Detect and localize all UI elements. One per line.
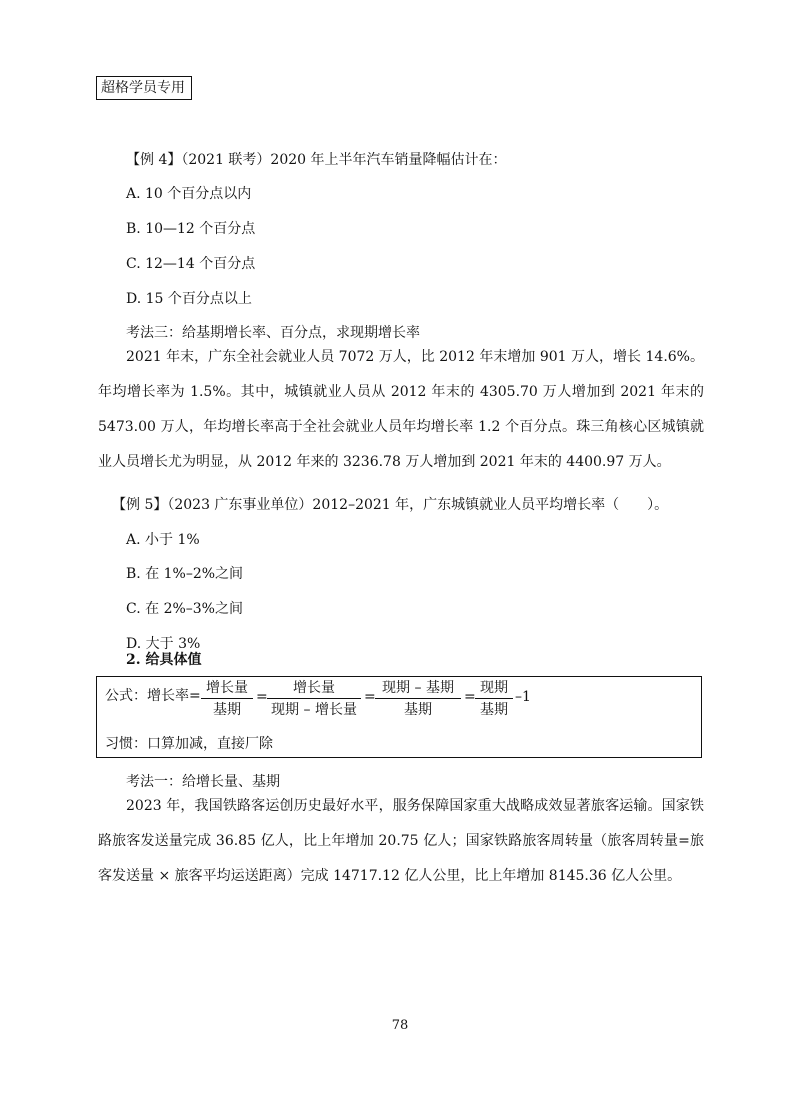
formula-label: 公式：增长率=	[105, 688, 201, 704]
fraction-growth-over-current-minus-growth	[267, 679, 361, 719]
method1-title: 考法一：给增长量、基期	[126, 774, 280, 790]
fraction-denominator: 现期 – 增长量	[271, 702, 357, 718]
header-tag: 超格学员专用	[96, 76, 192, 100]
fraction-numerator: 现期	[480, 680, 508, 696]
fraction-numerator: 现期 – 基期	[382, 680, 454, 696]
fraction-denominator: 基期	[404, 702, 432, 718]
fraction-numerator: 增长量	[206, 680, 248, 696]
fraction-growth-over-base	[201, 679, 253, 719]
example5-option-a: A. 小于 1%	[126, 532, 200, 548]
section2-title: 2. 给具体值	[126, 652, 202, 668]
example4-option-a: A. 10 个百分点以内	[126, 186, 252, 202]
example5-option-b: B. 在 1%–2%之间	[126, 566, 244, 582]
fraction-denominator: 基期	[213, 702, 241, 718]
passage-guangdong-employment: 2021 年末，广东全社会就业人员 7072 万人，比 2012 年末增加 901 万人，增长 14.6%。年均增长率为 1.5%。其中，城镇就业人员从 2012 年末的 4305.70 万人增加到 2021 年末的 5473.00 万人，年均增长率高于全社会就业人员年均增长率 1.2 个百分点。珠三角核心区城镇就业人员增长尤为明显，从 2012 年来的 3236.78 万人增加到 2021 年末的 4400.97 万人。	[98, 349, 704, 470]
fraction-numerator: 增长量	[293, 680, 335, 696]
minus-one: –1	[515, 689, 531, 705]
passage-railway-passengers: 2023 年，我国铁路客运创历史最好水平，服务保障国家重大战略成效显著旅客运输。国家铁路旅客发送量完成 36.85 亿人，比上年增加 20.75 亿人；国家铁路旅客周转量（旅客周转量=旅客发送量 × 旅客平均运送距离）完成 14717.12 亿人公里，比上年增加 8145.36 亿人公里。	[98, 798, 704, 884]
habit-note: 习惯：口算加减，直接厂除	[105, 736, 273, 752]
example5-option-c: C. 在 2%–3%之间	[126, 601, 243, 617]
page-number: 78	[391, 1018, 409, 1033]
example5-question: 【例 5】（2023 广东事业单位）2012–2021 年，广东城镇就业人员平均增长率（ ）。	[112, 497, 669, 513]
equals-sign: =	[256, 689, 268, 705]
formula-box	[96, 676, 702, 758]
method3-title: 考法三：给基期增长率、百分点，求现期增长率	[126, 325, 420, 341]
example5-option-d: D. 大于 3%	[126, 636, 201, 652]
example4-question: 【例 4】（2021 联考）2020 年上半年汽车销量降幅估计在：	[126, 152, 507, 168]
fraction-denominator: 基期	[480, 702, 508, 718]
equals-sign: =	[464, 689, 476, 705]
equals-sign: =	[364, 689, 376, 705]
fraction-current-over-base	[475, 679, 513, 719]
example4-option-b: B. 10—12 个百分点	[126, 221, 256, 237]
fraction-current-minus-base-over-base	[375, 679, 461, 719]
example4-option-c: C. 12—14 个百分点	[126, 256, 256, 272]
example4-option-d: D. 15 个百分点以上	[126, 291, 252, 307]
